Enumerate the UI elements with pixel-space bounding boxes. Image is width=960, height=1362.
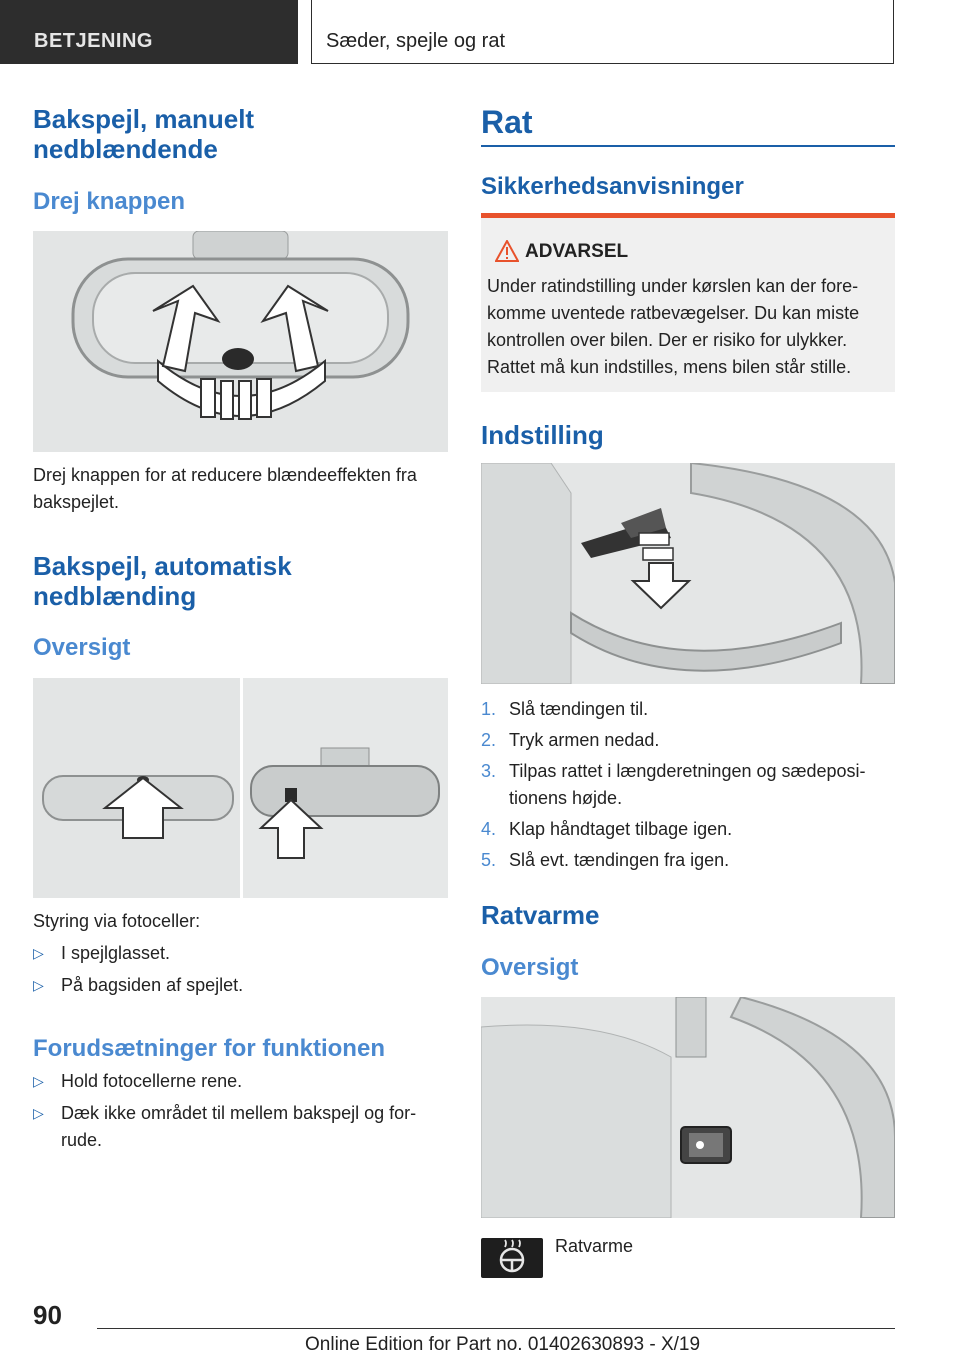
icon-label: Ratvarme (555, 1236, 634, 1256)
list-item: ▷ Dæk ikke området til mellem bakspejl og for-rude. (33, 1100, 448, 1154)
footer-rule (97, 1328, 895, 1329)
triangle-bullet-icon: ▷ (33, 1073, 44, 1089)
subheading-forud: Forudsætninger for funktionen (33, 1035, 385, 1062)
heading-ratvarme: Ratvarme (481, 900, 600, 930)
heading-rule (481, 145, 895, 147)
list-item: 5. Slå evt. tændingen fra igen. (481, 850, 730, 870)
chapter-tab (311, 0, 894, 64)
warning-text: Under ratindstilling under kørslen kan der fore-komme uventede ratbevægelser. Du kan miste kontrollen over bilen. Der er risiko for ulykker. Rattet må kun indstilles, mens bilen står stille. (487, 276, 860, 377)
heading-indstilling: Indstilling (481, 420, 604, 450)
edition-text: Online Edition for Part no. 01402630893 - X/19 (305, 1334, 701, 1355)
subheading-oversigt-left: Oversigt (33, 634, 131, 661)
section-tab (0, 0, 298, 64)
heading-auto-mirror: Bakspejl, automatisk nedblænding (33, 551, 292, 611)
triangle-bullet-icon: ▷ (33, 1105, 44, 1121)
list-item: 2. Tryk armen nedad. (481, 730, 660, 750)
figure-auto-mirror (33, 678, 448, 898)
chapter-title: Sæder, spejle og rat (326, 30, 505, 52)
section-title: BETJENING (34, 30, 153, 52)
page-number: 90 (33, 1300, 62, 1330)
triangle-bullet-icon: ▷ (33, 945, 44, 961)
warning-triangle-icon (495, 240, 519, 262)
triangle-bullet-icon: ▷ (33, 977, 44, 993)
list-item: 3. Tilpas rattet i længderetningen og sædeposi-tionens højde. (481, 761, 866, 808)
warning-title: ADVARSEL (525, 241, 629, 262)
heated-steering-wheel-icon (481, 1238, 543, 1278)
list-item: 4. Klap håndtaget tilbage igen. (481, 819, 733, 839)
subheading-oversigt-right: Oversigt (481, 954, 579, 981)
warning-box (481, 218, 895, 392)
list-styring (33, 940, 448, 1004)
heading-manual-mirror: Bakspejl, manuelt nedblændende (33, 104, 255, 164)
figure-steering-lever (481, 463, 895, 684)
list-item: 1. Slå tændingen til. (481, 699, 649, 719)
figure-manual-mirror (33, 231, 448, 452)
list-item: ▷ I spejlglasset. (33, 940, 448, 967)
heading-rat: Rat (481, 104, 533, 140)
heading-sikker: Sikkerhedsanvisninger (481, 173, 744, 200)
subheading-drej: Drej knappen (33, 188, 186, 215)
list-forud (33, 1068, 448, 1159)
paragraph-drej: Drej knappen for at reducere blændeeffekten fra bakspejlet. (33, 465, 417, 512)
list-steps (481, 696, 895, 878)
list-item: ▷ På bagsiden af spejlet. (33, 972, 448, 999)
paragraph-styring: Styring via fotoceller: (33, 911, 201, 931)
figure-heated-wheel (481, 997, 895, 1218)
list-item: ▷ Hold fotocellerne rene. (33, 1068, 448, 1095)
